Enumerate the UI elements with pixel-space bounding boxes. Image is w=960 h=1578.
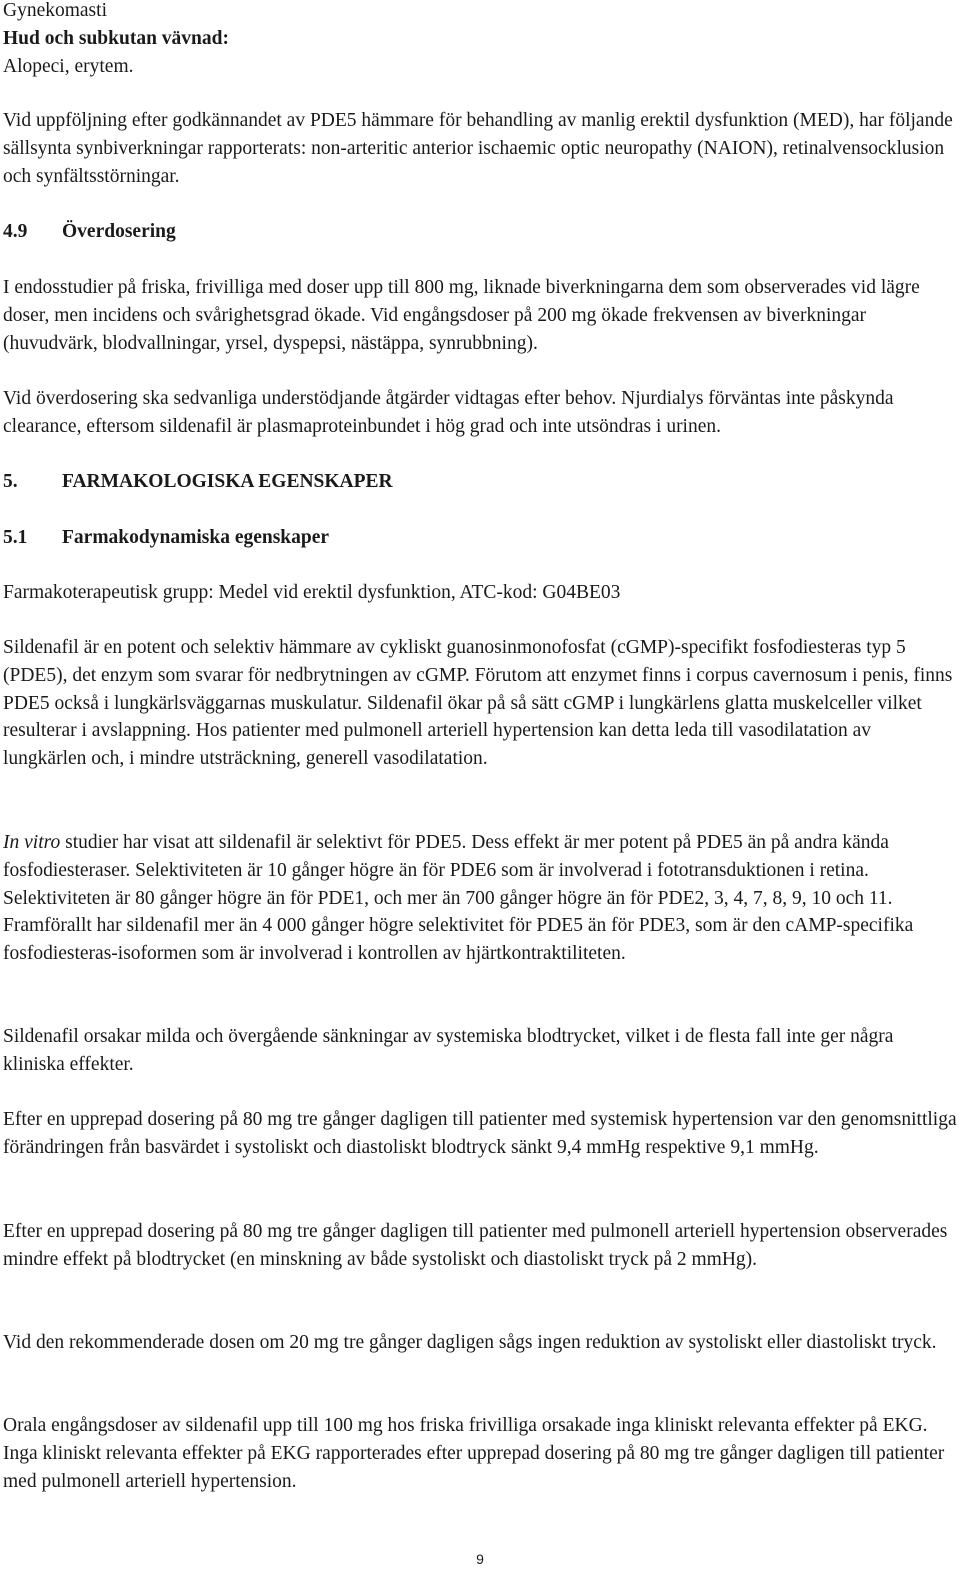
section-title: Farmakodynamiska egenskaper bbox=[62, 527, 330, 548]
paragraph-atc-code: Farmakoterapeutisk grupp: Medel vid erektil dysfunktion, ATC-kod: G04BE03 bbox=[3, 582, 621, 603]
top-list bbox=[3, 0, 958, 80]
paragraph-sildenafil-mechanism: Sildenafil är en potent och selektiv hämmare av cykliskt guanosinmonofosfat (cGMP)-specifikt fosfodiesteras typ 5 (PDE5), det enzym som svarar för nedbrytningen av cGMP. Förutom att enzymet finns i corpus cavernosum i penis, finns PDE5 också i lungkärlsväggarnas muskulatur. Sildenafil ökar på så sätt cGMP i lungkärlens glatta muskelceller vilket resulterar i avslappning. Hos patienter med pulmonell arteriell hypertension kan detta leda till vasodilatation av lungkärlen och, i mindre utsträckning, generell vasodilatation. bbox=[3, 637, 953, 770]
section-title: FARMAKOLOGISKA EGENSKAPER bbox=[62, 471, 393, 492]
section-number: 5. bbox=[3, 471, 18, 492]
paragraph-blood-pressure: Sildenafil orsakar milda och övergående sänkningar av systemiska blodtrycket, vilket i de flesta fall inte ger några kliniska effekter. bbox=[3, 1026, 894, 1075]
paragraph-systemic-hypertension: Efter en upprepad dosering på 80 mg tre gånger dagligen till patienter med systemisk hypertension var den genomsnittliga förändringen från basvärdet i systoliskt och diastoliskt blodtryck sänkt 9,4 mmHg respektive 9,1 mmHg. bbox=[3, 1109, 957, 1158]
section-number: 5.1 bbox=[3, 527, 28, 548]
paragraph-in-vitro bbox=[3, 829, 958, 968]
in-vitro-emphasis: In vitro bbox=[3, 832, 61, 853]
paragraph-overdose-studies: I endosstudier på friska, frivilliga med doser upp till 800 mg, liknade biverkningarna dem som observerades vid lägre doser, men incidens och svårighetsgrad ökade. Vid engångsdoser på 200 mg ökade frekvensen av biverkningar (huvudvärk, blodvallningar, yrsel, dyspepsi, nästäppa, synrubbning). bbox=[3, 277, 920, 354]
section-heading-4-9 bbox=[3, 218, 958, 246]
list-item-alopecia: Alopeci, erytem. bbox=[3, 55, 134, 77]
section-title: Överdosering bbox=[62, 221, 176, 242]
section-heading-5-1 bbox=[3, 524, 958, 552]
paragraph-ekg: Orala engångsdoser av sildenafil upp till 100 mg hos friska frivilliga orsakade inga kliniskt relevanta effekter på EKG. Inga kliniskt relevanta effekter på EKG rapporterades efter upprepad dosering på 80 mg tre gånger dagligen till patienter med pulmonell arteriell hypertension. bbox=[3, 1415, 945, 1492]
page-number: 9 bbox=[476, 1551, 484, 1567]
paragraph-recommended-dose: Vid den rekommenderade dosen om 20 mg tre gånger dagligen sågs ingen reduktion av systoliskt eller diastoliskt tryck. bbox=[3, 1332, 937, 1353]
list-item-gynekomasti: Gynekomasti bbox=[3, 0, 107, 21]
section-heading-5 bbox=[3, 468, 958, 496]
in-vitro-text: studier har visat att sildenafil är selektivt för PDE5. Dess effekt är mer potent på PDE5 än på andra kända fosfodiesteraser. Selektiviteten är 10 gånger högre än för PDE6 som är involverad i fototransduktionen i retina. Selektiviteten är 80 gånger högre än för PDE1, och mer än 700 gånger högre än för PDE2, 3, 4, 7, 8, 9, 10 och 11. Framförallt har sildenafil mer än 4 000 gånger högre selektivitet för PDE5 än för PDE3, som är den cAMP-specifika fosfodiesteras-isoformen som är involverad i kontrollen av hjärtkontraktiliteten. bbox=[3, 832, 914, 965]
paragraph-overdose-treatment: Vid överdosering ska sedvanliga understödjande åtgärder vidtagas efter behov. Njurdialys förväntas inte påskynda clearance, eftersom sildenafil är plasmaproteinbundet i hög grad och inte utsöndras i urinen. bbox=[3, 388, 894, 437]
category-heading-skin: Hud och subkutan vävnad: bbox=[3, 27, 229, 49]
section-number: 4.9 bbox=[3, 221, 28, 242]
paragraph-naion: Vid uppföljning efter godkännandet av PDE5 hämmare för behandling av manlig erektil dysfunktion (MED), har följande sällsynta synbiverkningar rapporterats: non-arteritic anterior ischaemic optic neuropathy (NAION), retinalvensocklusion och synfältsstörningar. bbox=[3, 110, 953, 187]
paragraph-pulmonary-hypertension: Efter en upprepad dosering på 80 mg tre gånger dagligen till patienter med pulmonell arteriell hypertension observerades mindre effekt på blodtrycket (en minskning av både systoliskt och diastoliskt tryck på 2 mmHg). bbox=[3, 1221, 948, 1270]
